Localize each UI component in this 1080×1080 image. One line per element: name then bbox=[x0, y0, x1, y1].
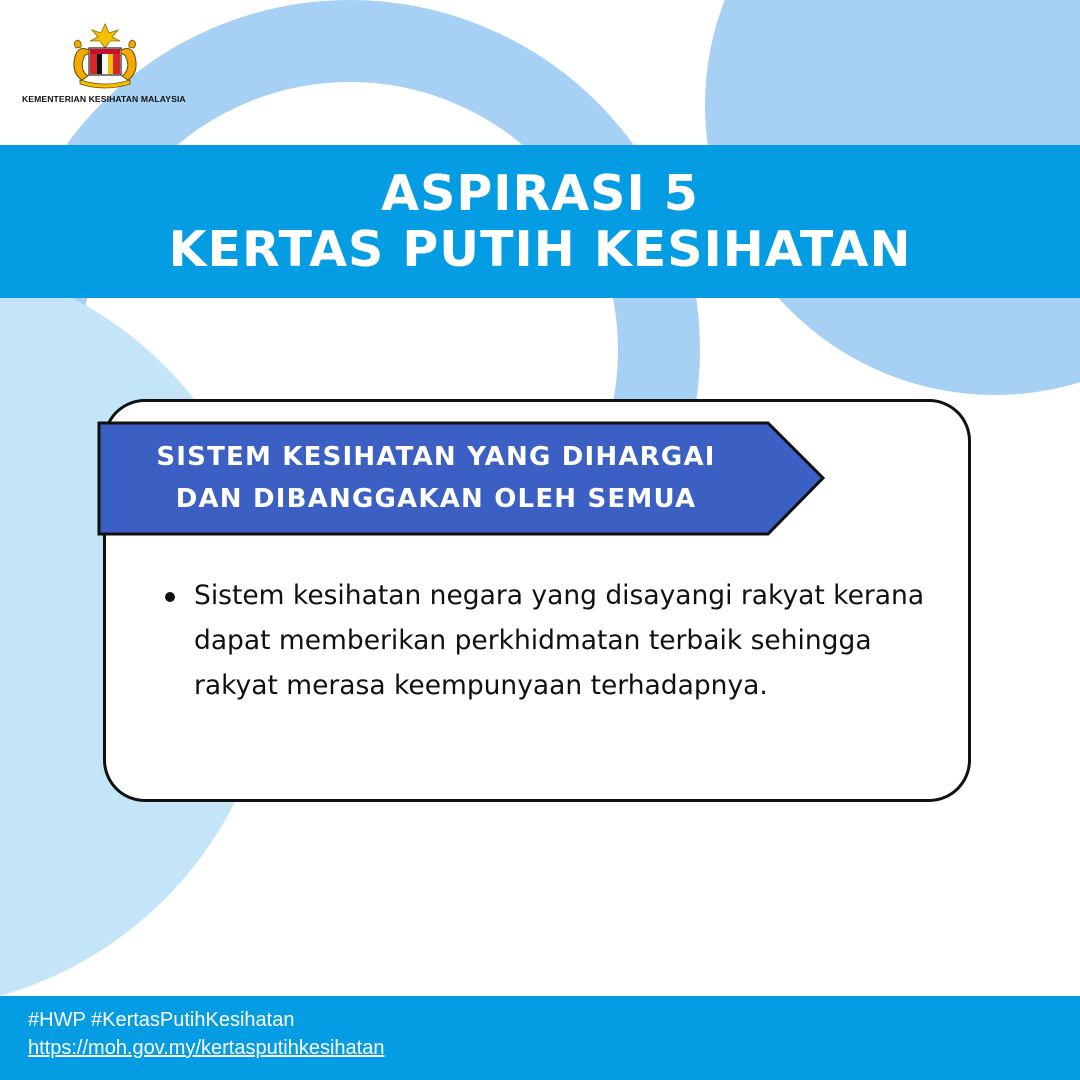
bullet-dot-icon bbox=[165, 592, 175, 602]
ministry-name: KEMENTERIAN KESIHATAN MALAYSIA bbox=[22, 94, 186, 104]
page-title-line-2: KERTAS PUTIH KESIHATAN bbox=[168, 220, 912, 278]
card-heading-line-1: SISTEM KESIHATAN YANG DIHARGAI bbox=[156, 442, 716, 472]
page-title-line-1: ASPIRASI 5 bbox=[381, 164, 699, 222]
list-item bbox=[165, 573, 935, 708]
ministry-logo bbox=[22, 20, 202, 104]
footer-link[interactable]: https://moh.gov.my/kertasputihkesihatan bbox=[28, 1037, 385, 1059]
coat-of-arms-icon bbox=[62, 20, 148, 90]
card-heading-line-2: DAN DIBANGGAKAN OLEH SEMUA bbox=[175, 484, 697, 514]
footer-bar bbox=[0, 996, 1080, 1080]
card-heading bbox=[96, 436, 776, 520]
footer-hashtags: #HWP #KertasPutihKesihatan bbox=[28, 1009, 295, 1031]
title-banner bbox=[0, 145, 1080, 298]
bullet-text: Sistem kesihatan negara yang disayangi rakyat kerana dapat memberikan perkhidmatan terbaik sehingga rakyat merasa keempunyaan terhadapnya. bbox=[194, 580, 925, 701]
bullet-list bbox=[165, 573, 935, 708]
